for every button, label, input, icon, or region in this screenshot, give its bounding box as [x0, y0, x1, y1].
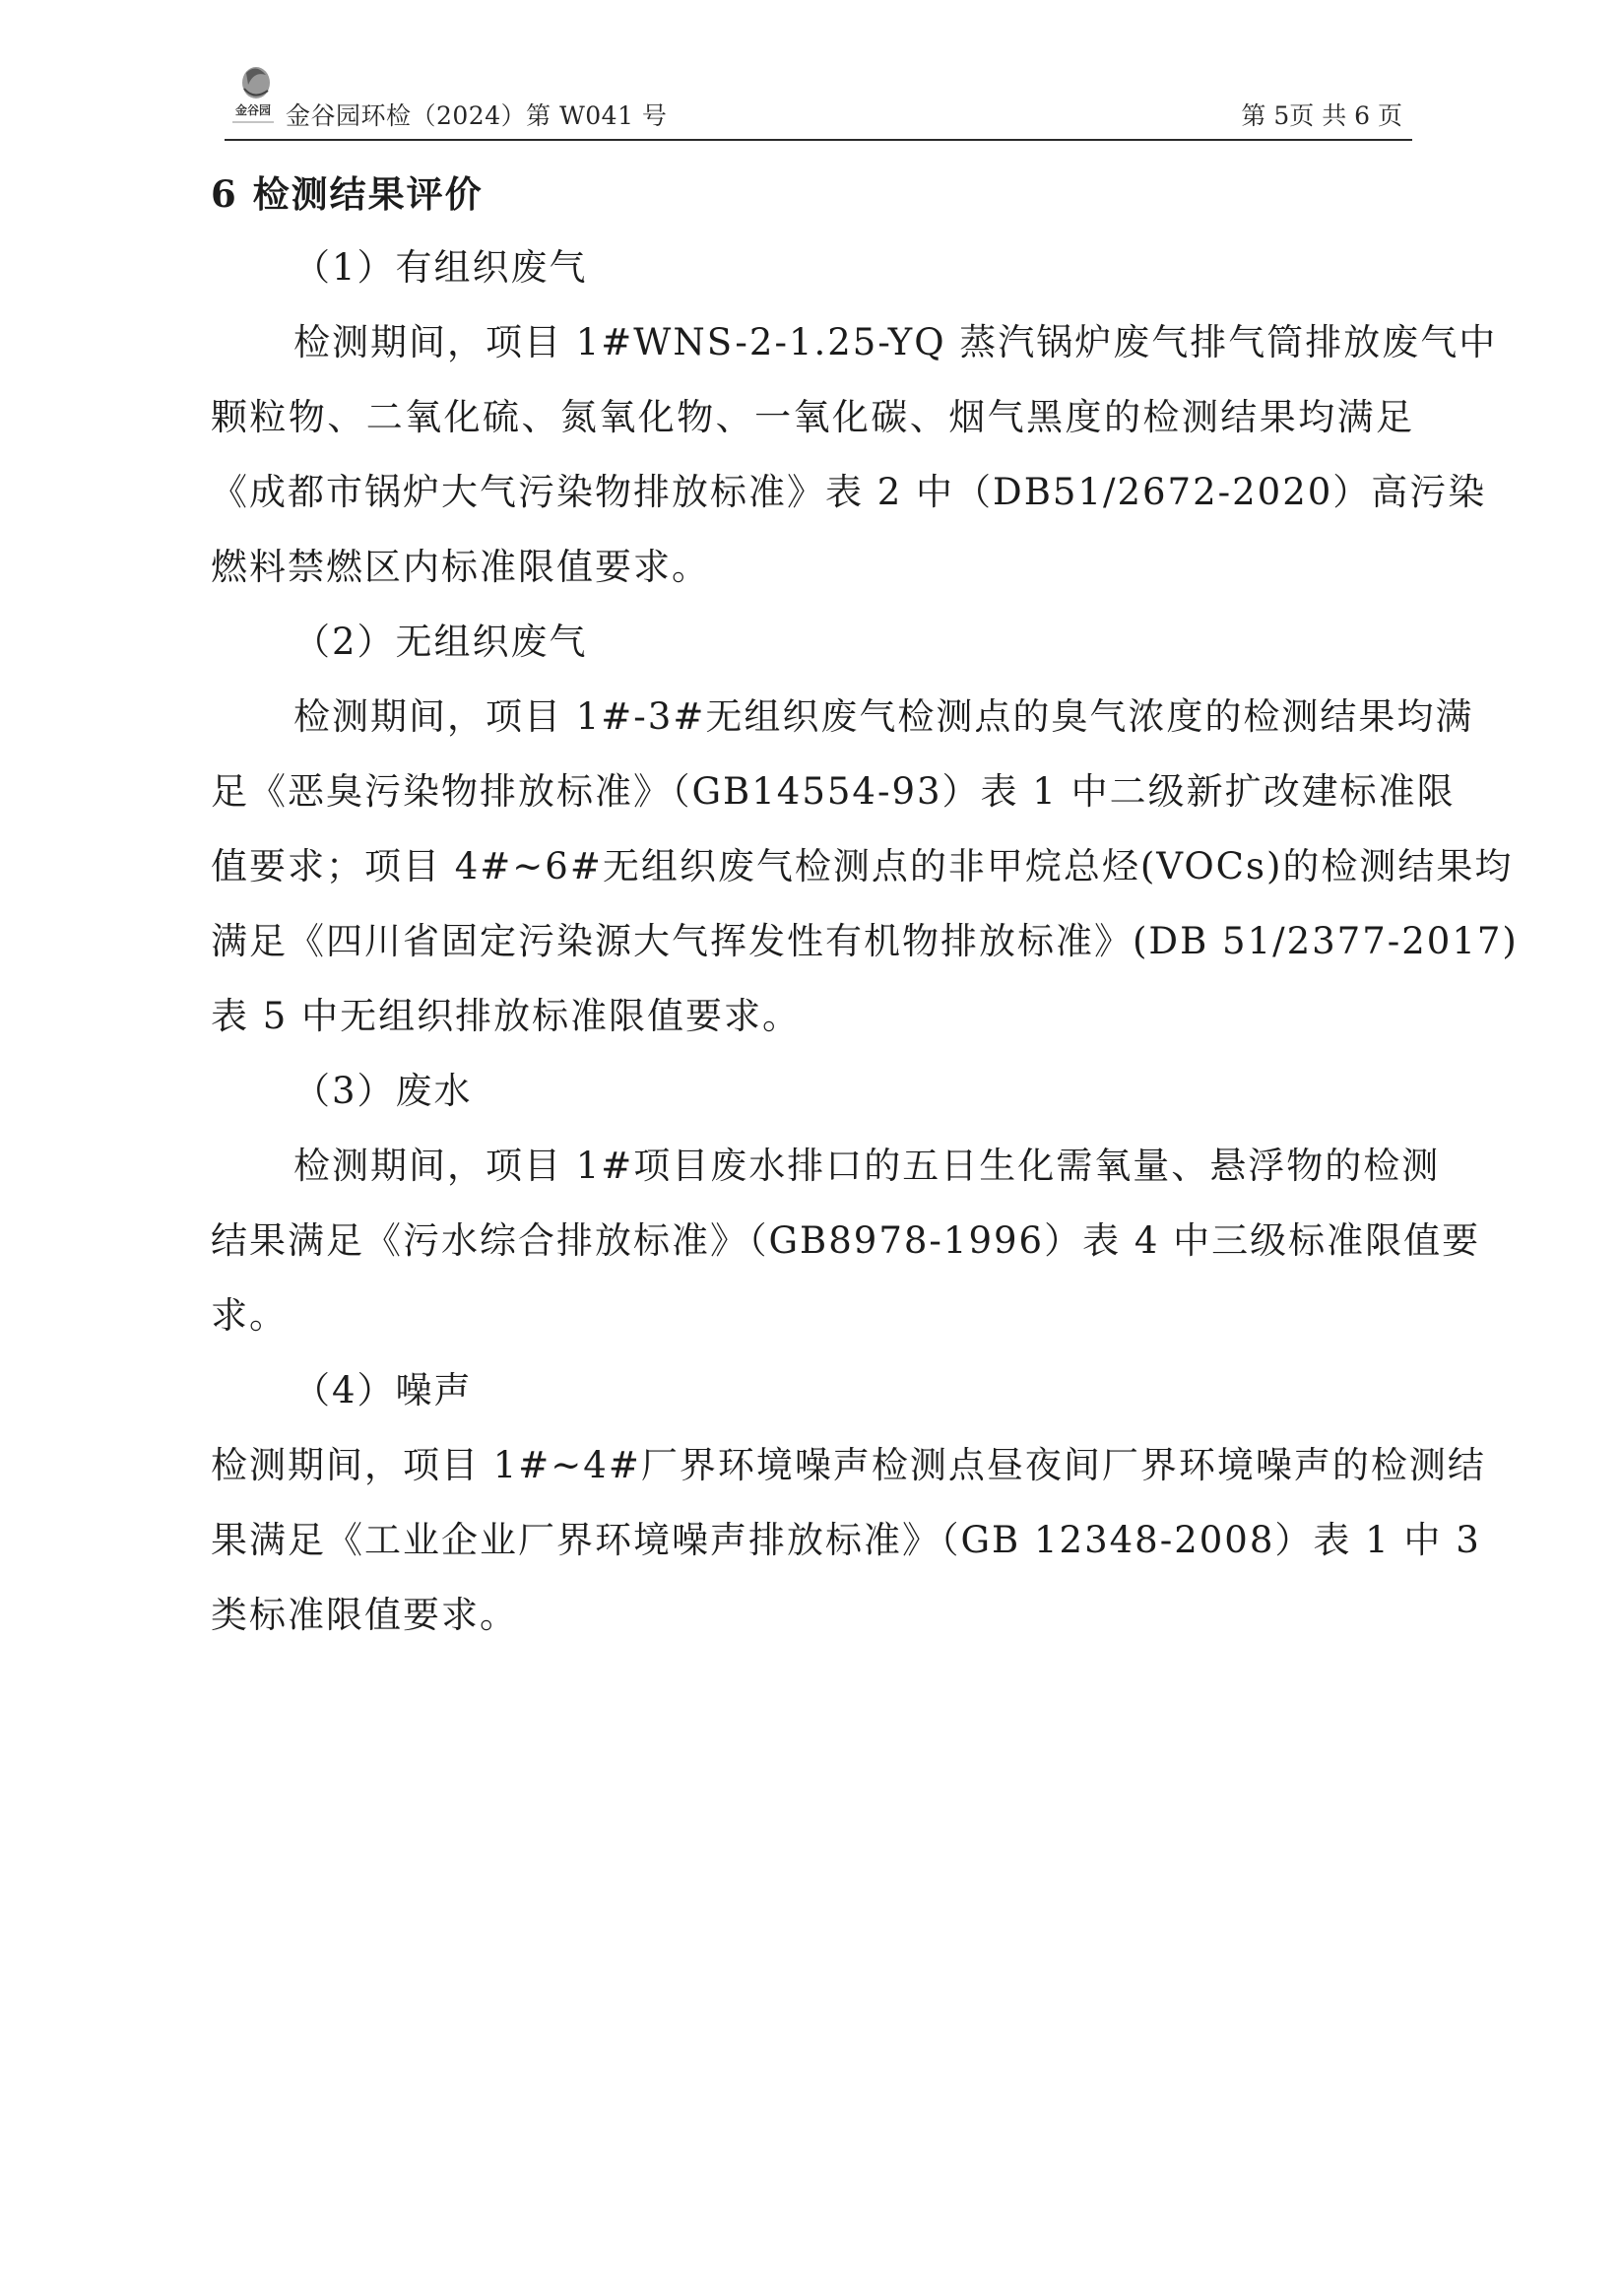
- page-number: 第 5页 共 6 页: [1241, 101, 1402, 130]
- paragraph-line: 类标准限值要求。: [211, 1594, 518, 1636]
- paragraph-line: 表 5 中无组织排放标准限值要求。: [211, 995, 802, 1037]
- paragraph-line: 燃料禁燃区内标准限值要求。: [211, 546, 710, 588]
- item-paragraph: [211, 1428, 1486, 1653]
- report-number: 金谷园环检（2024）第 W041 号: [286, 101, 668, 130]
- paragraph-line: 检测期间，项目 1#项目废水排口的五日生化需氧量、悬浮物的检测: [293, 1145, 1441, 1187]
- paragraph-line: 检测期间，项目 1#-3#无组织废气检测点的臭气浓度的检测结果均满: [293, 695, 1474, 738]
- paragraph-line: 检测期间，项目 1#~4#厂界环境噪声检测点昼夜间厂界环境噪声的检测结: [211, 1444, 1486, 1486]
- company-logo-icon: [225, 63, 282, 134]
- paragraph-line: 颗粒物、二氧化硫、氮氧化物、一氧化碳、烟气黑度的检测结果均满足: [211, 396, 1414, 438]
- report-body: [211, 158, 1519, 1653]
- paragraph-line: 《成都市锅炉大气污染物排放标准》表 2 中（DB51/2672-2020）高污染: [211, 471, 1487, 513]
- section-title: 6 检测结果评价: [211, 172, 484, 216]
- item-organized-exhaust: [211, 230, 1498, 605]
- paragraph-line: 值要求；项目 4#~6#无组织废气检测点的非甲烷总烃(VOCs)的检测结果均: [211, 845, 1514, 887]
- item-paragraph: [211, 680, 1519, 1054]
- paragraph-line: 足《恶臭污染物排放标准》（GB14554-93）表 1 中二级新扩改建标准限: [211, 770, 1456, 813]
- item-heading: （3）废水: [293, 1070, 473, 1112]
- item-heading: （4）噪声: [293, 1369, 473, 1411]
- paragraph-line: 检测期间，项目 1#WNS-2-1.25-YQ 蒸汽锅炉废气排气筒排放废气中: [293, 321, 1498, 363]
- paragraph-line: 果满足《工业企业厂界环境噪声排放标准》（GB 12348-2008）表 1 中 3: [211, 1519, 1481, 1561]
- item-heading: （2）无组织废气: [293, 621, 588, 663]
- item-noise: [211, 1353, 1486, 1653]
- paragraph-line: 满足《四川省固定污染源大气挥发性有机物排放标准》(DB 51/2377-2017): [211, 920, 1519, 962]
- paragraph-line: 求。: [211, 1294, 288, 1337]
- item-fugitive-exhaust: [211, 605, 1519, 1054]
- item-heading: （1）有组织废气: [293, 246, 588, 289]
- item-wastewater: [211, 1054, 1481, 1353]
- item-paragraph: [211, 305, 1498, 605]
- paragraph-line: 结果满足《污水综合排放标准》（GB8978-1996）表 4 中三级标准限值要: [211, 1219, 1481, 1262]
- item-paragraph: [211, 1129, 1481, 1353]
- header-divider: [225, 139, 1412, 141]
- logo-wordmark: 金谷园: [234, 103, 272, 117]
- page-header: [225, 63, 1412, 142]
